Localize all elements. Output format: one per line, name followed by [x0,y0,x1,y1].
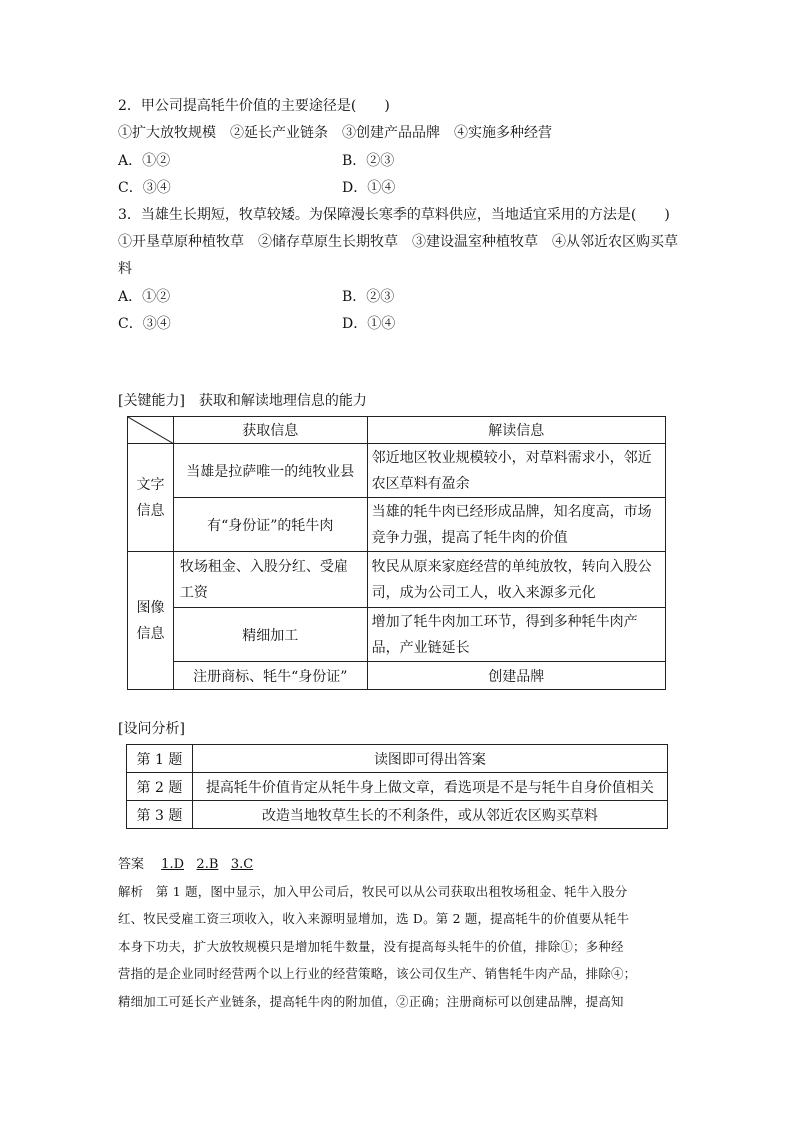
answer-line [118,856,253,874]
explanation-line: 精细加工可延长产业链条，提高牦牛肉的附加值，②正确；注册商标可以创建品牌，提高知 [118,994,624,1009]
key-ability-heading: [关键能力] 获取和解读地理信息的能力 [118,393,367,409]
q2-items: ①扩大放牧规模 ②延长产业链条 ③创建产品品牌 ④实施多种经营 [118,125,552,141]
explanation-line: 营指的是企业同时经营两个以上行业的经营策略，该公司仅生产、销售牦牛肉产品，排除④； [118,966,637,981]
answer-3: 3.C [230,857,254,872]
question-analysis: 读图即可得出答案 [192,745,667,773]
interpret-text: 牧民从原来家庭经营的单纯放牧，转向入股公司，成为公司工人，收入来源多元化 [371,558,652,601]
question-number: 第 2 题 [127,773,193,801]
interpret-cell: 创建品牌 [367,662,665,690]
obtain-cell: 有“身份证”的牦牛肉 [173,498,367,552]
interpret-text: 增加了牦牛肉加工环节，得到多种牦牛肉产品，产业链延长 [371,613,638,656]
interpret-text: 邻近地区牧业规模较小，对草料需求小，邻近农区草料有盈余 [371,449,652,492]
group-label-line1: 文字 [136,476,165,493]
interpret-cell [367,552,665,608]
group-label-line2: 信息 [136,502,165,519]
q2-stem: 2．甲公司提高牦牛价值的主要途径是( ) [118,98,390,114]
q2-option-b: B．②③ [342,153,395,169]
q3-option-b: B．②③ [342,289,395,305]
interpret-text: 当雄的牦牛肉已经形成品牌，知名度高，市场竞争力强，提高了牦牛肉的价值 [371,503,652,546]
header-obtain: 获取信息 [173,417,367,444]
obtain-cell: 精细加工 [173,608,367,662]
q2-option-c: C．③④ [118,180,171,196]
answer-1: 1.D [161,857,184,872]
interpret-cell [367,608,665,662]
obtain-text: 牧场租金、入股分红、受雇工资 [179,558,348,601]
q3-stem: 3．当雄生长期短，牧草较矮。为保障漫长寒季的草料供应，当地适宜采用的方法是( ) [118,207,670,223]
question-number: 第 1 题 [127,745,193,773]
q3-option-c: C．③④ [118,316,171,332]
question-analysis: 提高牦牛价值肯定从牦牛身上做文章，看选项是不是与牦牛自身价值相关 [192,773,667,801]
q2-option-d: D．①④ [342,180,396,196]
answer-label: 答案 [118,857,145,872]
explanation-line: 红、牧民受雇工资三项收入，收入来源明显增加，选 D。第 2 题，提高牦牛的价值要从牦牛 [118,911,630,926]
obtain-cell: 当雄是拉萨唯一的纯牧业县 [173,444,367,498]
group-label-line1: 图像 [136,599,165,616]
question-number: 第 3 题 [127,801,193,829]
q3-items-line2: 料 [118,261,132,277]
q3-option-a: A．①② [118,289,171,305]
explanation-line: 本身下功夫，扩大放牧规模只是增加牦牛数量，没有提高每头牦牛的价值，排除①；多种经 [118,939,624,954]
group-label-line2: 信息 [136,625,165,642]
analysis-table [126,744,668,829]
interpret-cell [367,498,665,552]
answer-2: 2.B [196,857,219,872]
explanation-line: 解析 第 1 题，图中显示，加入甲公司后，牧民可以从公司获取出租牧场租金、牦牛入股分 [118,884,628,899]
interpret-cell [367,444,665,498]
group-label-text-info [128,444,174,552]
obtain-cell: 注册商标、牦牛“身份证” [173,662,367,690]
diagonal-line [128,417,174,444]
obtain-cell [173,552,367,608]
diagonal-header-cell [128,417,174,444]
q3-option-d: D．①④ [342,316,396,332]
key-ability-table [127,416,666,690]
q2-option-a: A．①② [118,153,171,169]
q3-items-line1: ①开垦草原种植牧草 ②储存草原生长期牧草 ③建设温室种植牧草 ④从邻近农区购买草 [118,234,678,250]
analysis-heading: [设问分析] [118,721,185,737]
group-label-image-info [128,552,174,690]
header-interpret: 解读信息 [367,417,665,444]
question-analysis: 改造当地牧草生长的不利条件，或从邻近农区购买草料 [192,801,667,829]
